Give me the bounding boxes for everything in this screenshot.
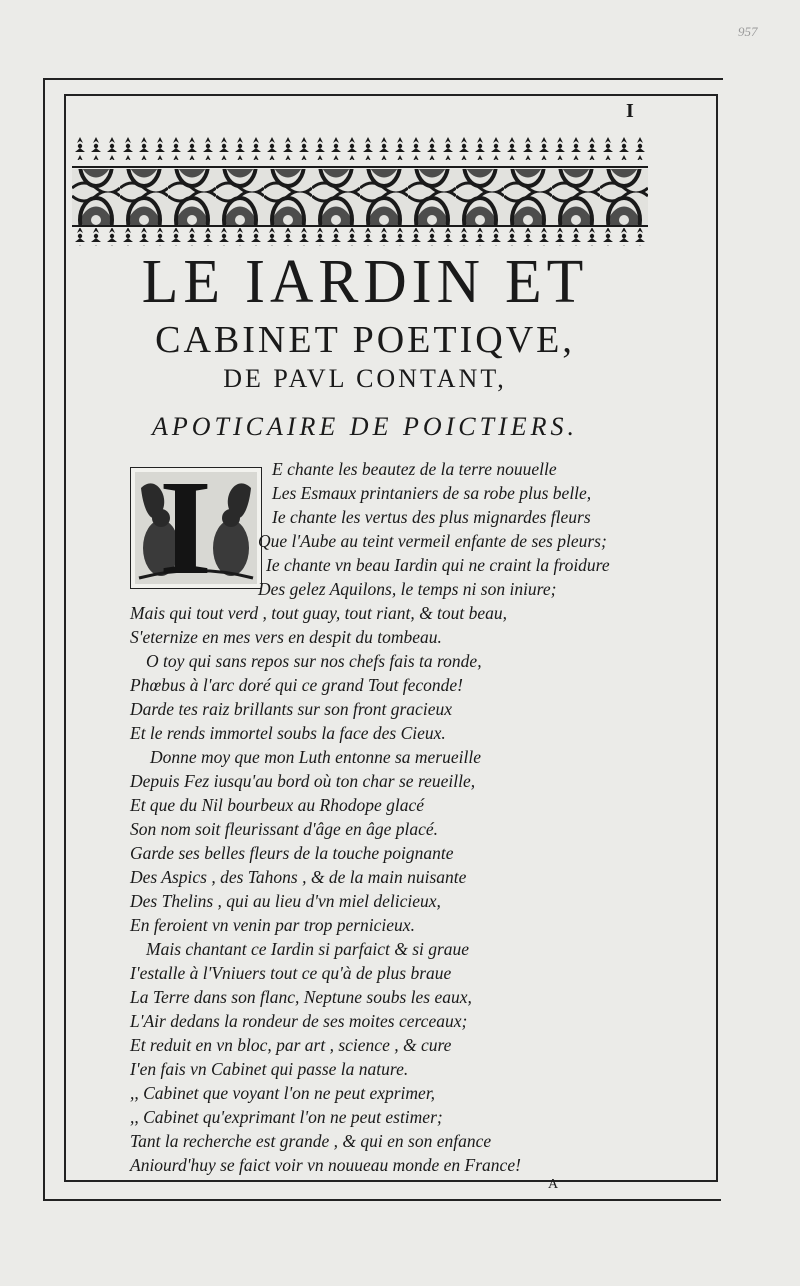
- poem-line: Darde tes raiz brillants sur son front gracieux: [130, 699, 452, 719]
- poem-line: Des Aspics , des Tahons , & de la main nuisante: [130, 867, 467, 887]
- poem-line: Phœbus à l'arc doré qui ce grand Tout feconde!: [130, 675, 463, 695]
- poem-line: Des Thelins , qui au lieu d'vn miel delicieux,: [130, 891, 441, 911]
- poem-line: L'Air dedans la rondeur de ses moites cerceaux;: [130, 1011, 468, 1031]
- poem-line: S'eternize en mes vers en despit du tombeau.: [130, 627, 442, 647]
- poem-line: I'en fais vn Cabinet qui passe la nature.: [130, 1059, 409, 1079]
- poem-line: Aniourd'huy se faict voir vn nouueau monde en France!: [130, 1155, 521, 1175]
- page-number: I: [626, 100, 634, 122]
- title-line-2: CABINET POETIQVE,: [155, 319, 575, 361]
- title-line-3: DE PAVL CONTANT,: [223, 364, 507, 393]
- poem-line: Mais chantant ce Iardin si parfaict & si graue: [146, 939, 470, 959]
- poem-line: Des gelez Aquilons, le temps ni son iniure;: [258, 579, 557, 599]
- poem-line: Et que du Nil bourbeux au Rhodope glacé: [130, 795, 425, 815]
- archive-page-mark: 957: [738, 24, 758, 39]
- poem-line: Ie chante les vertus des plus mignardes fleurs: [272, 507, 591, 527]
- poem-line: Et le rends immortel soubs la face des Cieux.: [130, 723, 446, 743]
- poem-line: En feroient vn venin par trop pernicieux.: [130, 915, 415, 935]
- poem-line: Depuis Fez iusqu'au bord où ton char se reueille,: [130, 771, 476, 791]
- poem-line: Que l'Aube au teint vermeil enfante de ses pleurs;: [258, 531, 607, 551]
- catchword: A: [548, 1177, 559, 1192]
- poem-line: Mais qui tout verd , tout guay, tout riant, & tout beau,: [130, 603, 508, 623]
- poem-line: Donne moy que mon Luth entonne sa merueille: [150, 747, 481, 767]
- poem-line: Et reduit en vn bloc, par art , science , & cure: [130, 1035, 452, 1055]
- bottom-rule: [43, 1199, 721, 1201]
- poem-line: ,, Cabinet que voyant l'on ne peut exprimer,: [130, 1083, 436, 1103]
- poem-line: Tant la recherche est grande , & qui en son enfance: [130, 1131, 492, 1151]
- poem-line: I'estalle à l'Vniuers tout ce qu'à de plus braue: [130, 963, 452, 983]
- poem-line: Garde ses belles fleurs de la touche poignante: [130, 843, 454, 863]
- initial-letter: I: [159, 467, 212, 589]
- poem-line: Ie chante vn beau Iardin qui ne craint la froidure: [266, 555, 610, 575]
- poem-line: La Terre dans son flanc, Neptune soubs les eaux,: [130, 987, 472, 1007]
- poem-line: O toy qui sans repos sur nos chefs fais ta ronde,: [146, 651, 482, 671]
- poem-line: ,, Cabinet qu'exprimant l'on ne peut estimer;: [130, 1107, 443, 1127]
- title-line-1: LE IARDIN ET: [141, 246, 589, 316]
- poem-line: Les Esmaux printaniers de sa robe plus belle,: [272, 483, 592, 503]
- title-line-4: APOTICAIRE DE POICTIERS.: [151, 412, 578, 441]
- poem-line: E chante les beautez de la terre nouuelle: [272, 459, 557, 479]
- poem-line: Son nom soit fleurissant d'âge en âge placé.: [130, 819, 439, 839]
